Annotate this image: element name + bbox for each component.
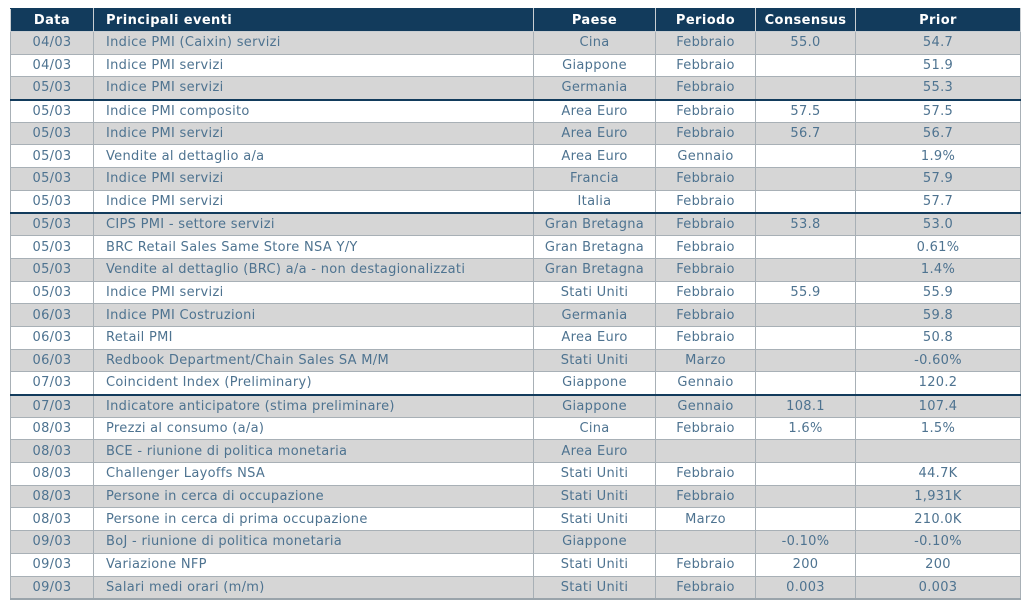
table-row — [11, 168, 1021, 191]
table-row — [11, 440, 1021, 463]
cell-evento: Persone in cerca di prima occupazione — [94, 508, 534, 531]
cell-periodo: Gennaio — [656, 372, 756, 395]
table-row — [11, 213, 1021, 236]
table-row — [11, 122, 1021, 145]
cell-evento: Indice PMI servizi — [94, 281, 534, 304]
table-row — [11, 258, 1021, 281]
cell-periodo: Febbraio — [656, 304, 756, 327]
cell-consensus — [756, 77, 856, 100]
cell-periodo: Febbraio — [656, 326, 756, 349]
cell-consensus: 1.6% — [756, 417, 856, 440]
cell-evento: Indice PMI servizi — [94, 122, 534, 145]
table-body — [11, 32, 1021, 599]
cell-consensus — [756, 168, 856, 191]
cell-consensus — [756, 372, 856, 395]
cell-evento: CIPS PMI - settore servizi — [94, 213, 534, 236]
cell-periodo — [656, 531, 756, 554]
cell-paese: Stati Uniti — [534, 349, 656, 372]
cell-periodo: Febbraio — [656, 32, 756, 55]
cell-periodo: Febbraio — [656, 213, 756, 236]
cell-prior: 210.0K — [856, 508, 1021, 531]
cell-data: 07/03 — [11, 395, 94, 418]
cell-paese: Gran Bretagna — [534, 213, 656, 236]
cell-evento: Retail PMI — [94, 326, 534, 349]
table-row — [11, 576, 1021, 599]
cell-consensus: 55.9 — [756, 281, 856, 304]
cell-data: 05/03 — [11, 190, 94, 213]
table-row — [11, 100, 1021, 123]
cell-data: 04/03 — [11, 54, 94, 77]
column-header-periodo: Periodo — [656, 9, 756, 32]
cell-consensus: 0.003 — [756, 576, 856, 599]
cell-periodo: Febbraio — [656, 417, 756, 440]
column-header-data: Data — [11, 9, 94, 32]
cell-evento: Indice PMI servizi — [94, 77, 534, 100]
cell-consensus: 200 — [756, 553, 856, 576]
cell-consensus: 57.5 — [756, 100, 856, 123]
cell-data: 08/03 — [11, 508, 94, 531]
economic-calendar-table — [10, 8, 1021, 600]
cell-consensus — [756, 258, 856, 281]
cell-data: 07/03 — [11, 372, 94, 395]
cell-data: 08/03 — [11, 417, 94, 440]
cell-data: 06/03 — [11, 349, 94, 372]
cell-periodo: Febbraio — [656, 553, 756, 576]
cell-evento: Coincident Index (Preliminary) — [94, 372, 534, 395]
cell-prior: 54.7 — [856, 32, 1021, 55]
cell-consensus: -0.10% — [756, 531, 856, 554]
cell-prior — [856, 440, 1021, 463]
table-row — [11, 508, 1021, 531]
cell-data: 06/03 — [11, 304, 94, 327]
table-row — [11, 417, 1021, 440]
cell-evento: Vendite al dettaglio (BRC) a/a - non destagionalizzati — [94, 258, 534, 281]
cell-prior: 57.9 — [856, 168, 1021, 191]
cell-prior: 44.7K — [856, 463, 1021, 486]
cell-consensus — [756, 304, 856, 327]
cell-periodo: Febbraio — [656, 236, 756, 259]
table-row — [11, 372, 1021, 395]
cell-periodo: Febbraio — [656, 168, 756, 191]
column-header-consensus: Consensus — [756, 9, 856, 32]
cell-evento: Challenger Layoffs NSA — [94, 463, 534, 486]
cell-prior: 57.5 — [856, 100, 1021, 123]
cell-prior: 1.9% — [856, 145, 1021, 168]
table-row — [11, 77, 1021, 100]
cell-evento: Persone in cerca di occupazione — [94, 485, 534, 508]
cell-data: 06/03 — [11, 326, 94, 349]
cell-evento: Indicatore anticipatore (stima preliminare) — [94, 395, 534, 418]
cell-consensus: 108.1 — [756, 395, 856, 418]
cell-periodo: Gennaio — [656, 145, 756, 168]
table-row — [11, 145, 1021, 168]
cell-periodo: Febbraio — [656, 54, 756, 77]
cell-paese: Gran Bretagna — [534, 236, 656, 259]
cell-periodo: Febbraio — [656, 576, 756, 599]
cell-paese: Giappone — [534, 54, 656, 77]
table-row — [11, 236, 1021, 259]
table-row — [11, 349, 1021, 372]
cell-paese: Cina — [534, 417, 656, 440]
cell-evento: Redbook Department/Chain Sales SA M/M — [94, 349, 534, 372]
cell-evento: Indice PMI servizi — [94, 168, 534, 191]
cell-periodo: Febbraio — [656, 100, 756, 123]
cell-data: 04/03 — [11, 32, 94, 55]
column-header-prior: Prior — [856, 9, 1021, 32]
cell-data: 05/03 — [11, 100, 94, 123]
cell-periodo: Marzo — [656, 508, 756, 531]
cell-data: 05/03 — [11, 122, 94, 145]
cell-paese: Italia — [534, 190, 656, 213]
cell-paese: Area Euro — [534, 100, 656, 123]
table-row — [11, 326, 1021, 349]
cell-periodo: Marzo — [656, 349, 756, 372]
cell-prior: 56.7 — [856, 122, 1021, 145]
cell-data: 05/03 — [11, 281, 94, 304]
cell-prior: 107.4 — [856, 395, 1021, 418]
cell-prior: -0.60% — [856, 349, 1021, 372]
cell-prior: 57.7 — [856, 190, 1021, 213]
cell-evento: Indice PMI servizi — [94, 190, 534, 213]
cell-data: 08/03 — [11, 485, 94, 508]
cell-paese: Francia — [534, 168, 656, 191]
cell-prior: 55.9 — [856, 281, 1021, 304]
cell-prior: 53.0 — [856, 213, 1021, 236]
cell-data: 05/03 — [11, 168, 94, 191]
cell-paese: Stati Uniti — [534, 576, 656, 599]
table-row — [11, 531, 1021, 554]
cell-evento: BCE - riunione di politica monetaria — [94, 440, 534, 463]
cell-evento: Indice PMI composito — [94, 100, 534, 123]
cell-paese: Area Euro — [534, 145, 656, 168]
cell-evento: Indice PMI servizi — [94, 54, 534, 77]
cell-prior: 59.8 — [856, 304, 1021, 327]
cell-data: 09/03 — [11, 576, 94, 599]
cell-paese: Stati Uniti — [534, 281, 656, 304]
cell-data: 08/03 — [11, 440, 94, 463]
table-row — [11, 281, 1021, 304]
cell-periodo: Febbraio — [656, 122, 756, 145]
table-row — [11, 395, 1021, 418]
table-row — [11, 304, 1021, 327]
cell-prior: 51.9 — [856, 54, 1021, 77]
column-header-paese: Paese — [534, 9, 656, 32]
cell-consensus — [756, 440, 856, 463]
cell-paese: Germania — [534, 77, 656, 100]
cell-paese: Area Euro — [534, 326, 656, 349]
cell-paese: Stati Uniti — [534, 508, 656, 531]
cell-consensus: 53.8 — [756, 213, 856, 236]
cell-prior: 55.3 — [856, 77, 1021, 100]
table-row — [11, 553, 1021, 576]
cell-prior: 200 — [856, 553, 1021, 576]
table-row — [11, 54, 1021, 77]
cell-periodo: Febbraio — [656, 485, 756, 508]
cell-prior: 0.003 — [856, 576, 1021, 599]
cell-periodo — [656, 440, 756, 463]
cell-data: 09/03 — [11, 553, 94, 576]
cell-paese: Stati Uniti — [534, 463, 656, 486]
cell-data: 08/03 — [11, 463, 94, 486]
cell-data: 05/03 — [11, 258, 94, 281]
cell-data: 05/03 — [11, 236, 94, 259]
cell-prior: -0.10% — [856, 531, 1021, 554]
cell-consensus — [756, 326, 856, 349]
cell-consensus: 56.7 — [756, 122, 856, 145]
cell-data: 05/03 — [11, 213, 94, 236]
column-header-eventi: Principali eventi — [94, 9, 534, 32]
cell-evento: Vendite al dettaglio a/a — [94, 145, 534, 168]
cell-paese: Area Euro — [534, 122, 656, 145]
cell-data: 05/03 — [11, 145, 94, 168]
cell-paese: Germania — [534, 304, 656, 327]
cell-consensus — [756, 145, 856, 168]
cell-paese: Giappone — [534, 372, 656, 395]
table-row — [11, 485, 1021, 508]
table-header — [11, 9, 1021, 32]
cell-evento: Prezzi al consumo (a/a) — [94, 417, 534, 440]
cell-paese: Gran Bretagna — [534, 258, 656, 281]
cell-paese: Giappone — [534, 395, 656, 418]
cell-consensus — [756, 54, 856, 77]
cell-data: 09/03 — [11, 531, 94, 554]
cell-paese: Area Euro — [534, 440, 656, 463]
cell-periodo: Febbraio — [656, 77, 756, 100]
cell-consensus — [756, 463, 856, 486]
cell-periodo: Gennaio — [656, 395, 756, 418]
header-row — [11, 9, 1021, 32]
cell-consensus — [756, 349, 856, 372]
cell-periodo: Febbraio — [656, 281, 756, 304]
cell-evento: BRC Retail Sales Same Store NSA Y/Y — [94, 236, 534, 259]
cell-prior: 1.4% — [856, 258, 1021, 281]
cell-prior: 0.61% — [856, 236, 1021, 259]
cell-evento: BoJ - riunione di politica monetaria — [94, 531, 534, 554]
table-row — [11, 463, 1021, 486]
cell-periodo: Febbraio — [656, 463, 756, 486]
cell-periodo: Febbraio — [656, 258, 756, 281]
table-row — [11, 190, 1021, 213]
table-row — [11, 32, 1021, 55]
cell-consensus — [756, 508, 856, 531]
cell-prior: 1,931K — [856, 485, 1021, 508]
cell-consensus — [756, 236, 856, 259]
cell-prior: 120.2 — [856, 372, 1021, 395]
cell-evento: Indice PMI (Caixin) servizi — [94, 32, 534, 55]
cell-paese: Cina — [534, 32, 656, 55]
economic-calendar — [10, 8, 1020, 600]
cell-paese: Giappone — [534, 531, 656, 554]
cell-paese: Stati Uniti — [534, 553, 656, 576]
cell-prior: 50.8 — [856, 326, 1021, 349]
cell-evento: Indice PMI Costruzioni — [94, 304, 534, 327]
cell-evento: Variazione NFP — [94, 553, 534, 576]
cell-consensus — [756, 190, 856, 213]
cell-consensus: 55.0 — [756, 32, 856, 55]
cell-periodo: Febbraio — [656, 190, 756, 213]
cell-paese: Stati Uniti — [534, 485, 656, 508]
cell-consensus — [756, 485, 856, 508]
cell-evento: Salari medi orari (m/m) — [94, 576, 534, 599]
cell-data: 05/03 — [11, 77, 94, 100]
cell-prior: 1.5% — [856, 417, 1021, 440]
